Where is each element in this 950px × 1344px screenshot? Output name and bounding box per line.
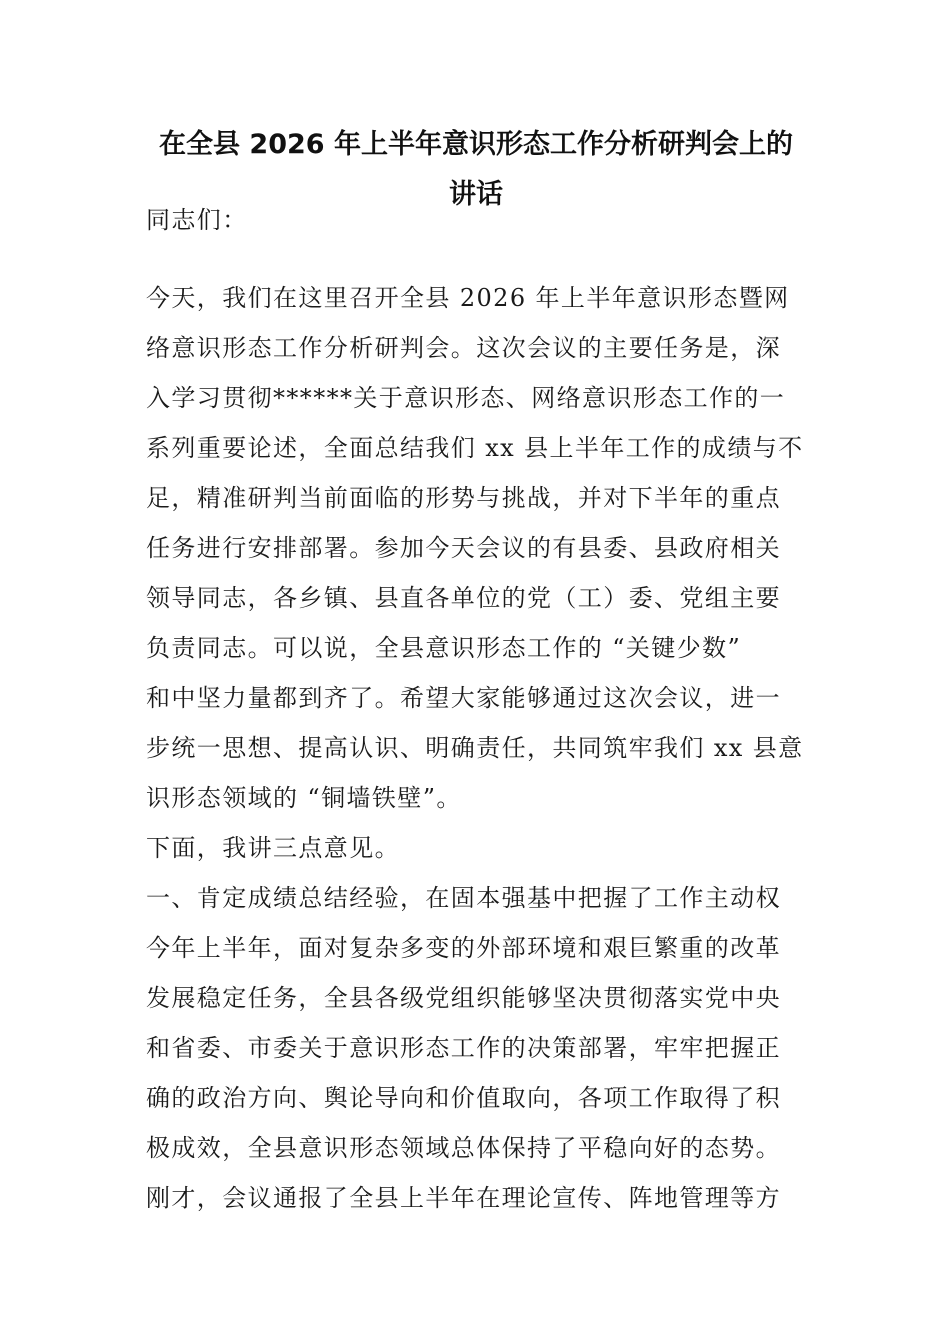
salutation: 同志们： [146, 206, 248, 234]
body-line: 负责同志。可以说，全县意识形态工作的 “关键少数” [146, 634, 742, 662]
body-line: 今年上半年，面对复杂多变的外部环境和艰巨繁重的改革 [146, 934, 781, 962]
body-line: 系列重要论述，全面总结我们 xx 县上半年工作的成绩与不 [146, 434, 804, 462]
document-title-line-1: 在全县 2026 年上半年意识形态工作分析研判会上的 [159, 129, 793, 160]
body-line: 领导同志，各乡镇、县直各单位的党（工）委、党组主要 [146, 584, 781, 612]
body-line: 任务进行安排部署。参加今天会议的有县委、县政府相关 [146, 534, 781, 562]
body-line: 发展稳定任务，全县各级党组织能够坚决贯彻落实党中央 [146, 984, 781, 1012]
body-line: 络意识形态工作分析研判会。这次会议的主要任务是，深 [146, 334, 781, 362]
document-title-line-2: 讲话 [449, 179, 503, 210]
body-line: 识形态领域的 “铜墙铁壁”。 [146, 784, 462, 812]
body-line: 和中坚力量都到齐了。希望大家能够通过这次会议，进一 [146, 684, 781, 712]
body-line: 入学习贯彻******关于意识形态、网络意识形态工作的一 [146, 384, 786, 412]
section-heading-1: 一、肯定成绩总结经验，在固本强基中把握了工作主动权 [146, 884, 781, 912]
body-line: 和省委、市委关于意识形态工作的决策部署，牢牢把握正 [146, 1034, 781, 1062]
body-line: 确的政治方向、舆论导向和价值取向，各项工作取得了积 [146, 1084, 781, 1112]
body-line: 刚才，会议通报了全县上半年在理论宣传、阵地管理等方 [146, 1184, 781, 1212]
body-line: 足，精准研判当前面临的形势与挑战，并对下半年的重点 [146, 484, 781, 512]
body-line: 极成效，全县意识形态领域总体保持了平稳向好的态势。 [146, 1134, 781, 1162]
body-line: 下面，我讲三点意见。 [146, 834, 400, 862]
body-line: 今天，我们在这里召开全县 2026 年上半年意识形态暨网 [146, 284, 790, 312]
body-line: 步统一思想、提高认识、明确责任，共同筑牢我们 xx 县意 [146, 734, 804, 762]
